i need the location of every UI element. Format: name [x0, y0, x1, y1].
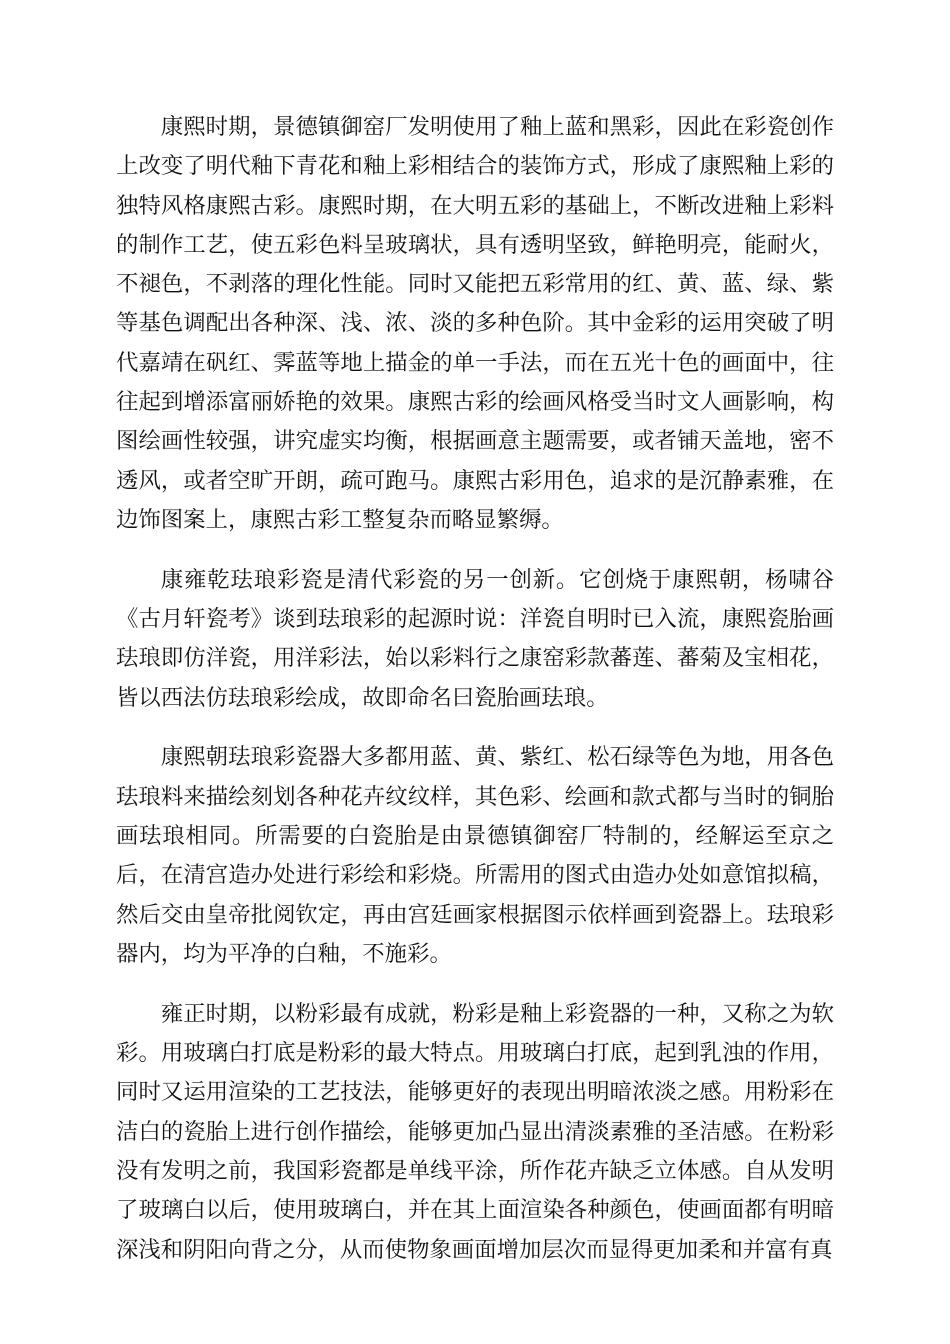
paragraph-falangcai-origin: 康雍乾珐琅彩瓷是清代彩瓷的另一创新。它创烧于康熙朝，杨啸谷《古月轩瓷考》谈到珐琅彩的起源时说：洋瓷自明时已入流，康熙瓷胎画珐琅即仿洋瓷，用洋彩法，始以彩料行之康窑彩款蕃莲、蕃菊及宝相花，皆以西法仿珐琅彩绘成，故即命名曰瓷胎画珐琅。: [116, 566, 834, 711]
document-page: [116, 108, 834, 1290]
paragraph-kangxi-wucai: 康熙时期，景德镇御窑厂发明使用了釉上蓝和黑彩，因此在彩瓷创作上改变了明代釉下青花和釉上彩相结合的装饰方式，形成了康熙釉上彩的独特风格康熙古彩。康熙时期，在大明五彩的基础上，不断改进釉上彩料的制作工艺，使五彩色料呈玻璃状，具有透明坚致，鲜艳明亮，能耐火，不褪色，不剥落的理化性能。同时又能把五彩常用的红、黄、蓝、绿、紫等基色调配出各种深、浅、浓、淡的多种色阶。其中金彩的运用突破了明代嘉靖在矾红、霁蓝等地上描金的单一手法，而在五光十色的画面中，往往起到增添富丽娇艳的效果。康熙古彩的绘画风格受当时文人画影响，构图绘画性较强，讲究虚实均衡，根据画意主题需要，或者铺天盖地，密不透风，或者空旷开朗，疏可跑马。康熙古彩用色，追求的是沉静素雅，在边饰图案上，康熙古彩工整复杂而略显繁缛。: [116, 114, 834, 533]
paragraph-yongzheng-fencai: 雍正时期，以粉彩最有成就，粉彩是釉上彩瓷器的一种，又称之为软彩。用玻璃白打底是粉彩的最大特点。用玻璃白打底，起到乳浊的作用，同时又运用渲染的工艺技法，能够更好的表现出明暗浓淡之感。用粉彩在洁白的瓷胎上进行创作描绘，能够更加凸显出清淡素雅的圣洁感。在粉彩没有发明之前，我国彩瓷都是单线平涂，所作花卉缺乏立体感。自从发明了玻璃白以后，使用玻璃白，并在其上面渲染各种颜色，使画面都有明暗深浅和阴阳向背之分，从而使物象画面增加层次而显得更加柔和并富有真: [116, 1000, 834, 1263]
paragraph-kangxi-falangcai: 康熙朝珐琅彩瓷器大多都用蓝、黄、紫红、松石绿等色为地，用各色珐琅料来描绘刻划各种花卉纹纹样，其色彩、绘画和款式都与当时的铜胎画珐琅相同。所需要的白瓷胎是由景德镇御窑厂特制的，经解运至京之后，在清宫造办处进行彩绘和彩烧。所需用的图式由造办处如意馆拟稿，然后交由皇帝批阅钦定，再由宫廷画家根据图示依样画到瓷器上。珐琅彩器内，均为平净的白釉，不施彩。: [116, 744, 834, 967]
